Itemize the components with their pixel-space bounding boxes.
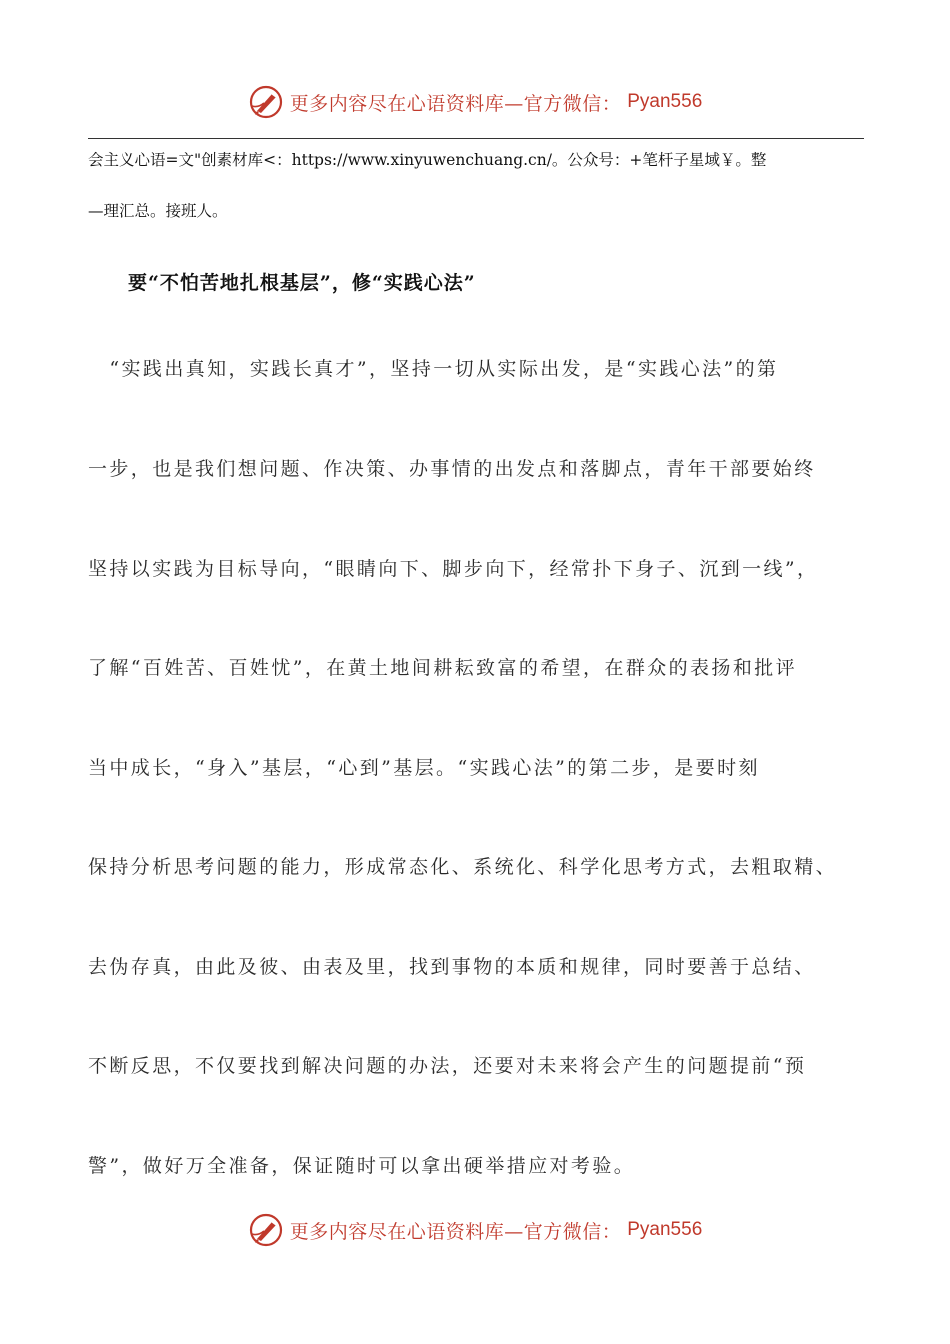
body-line-6: 保持分析思考问题的能力，形成常态化、系统化、科学化思考方式，去粗取精、: [88, 856, 838, 878]
body-line-1: “实践出真知，实践长真才”，坚持一切从实际出发，是“实践心法”的第: [88, 358, 779, 380]
notice-line-2: —理汇总。接班人。: [88, 202, 228, 220]
footer-banner: [0, 1210, 950, 1250]
body-line-5: 当中成长，“身入”基层，“心到”基层。“实践心法”的第二步，是要时刻: [88, 757, 760, 779]
body-line-9: 警”，做好万全准备，保证随时可以拿出硬举措应对考验。: [88, 1155, 636, 1177]
footer-wechat-handle: Pyan556: [627, 1219, 703, 1240]
body-line-7: 去伪存真，由此及彼、由表及里，找到事物的本质和规律，同时要善于总结、: [88, 956, 816, 978]
header-banner: [0, 82, 950, 122]
body-line-3: 坚持以实践为目标导向，“眼睛向下、脚步向下，经常扑下身子、沉到一线”，: [88, 558, 819, 580]
header-divider: [88, 138, 864, 139]
pen-nib-logo-icon: [248, 1212, 284, 1248]
body-line-4: 了解“百姓苦、百姓忧”，在黄土地间耕耘致富的希望，在群众的表扬和批评: [88, 657, 798, 679]
header-brand-text: 更多内容尽在心语资料库—官方微信：: [289, 92, 622, 115]
header-wechat-handle: Pyan556: [627, 91, 703, 112]
footer-brand-text: 更多内容尽在心语资料库—官方微信：: [289, 1220, 622, 1243]
notice-line-1: 会主义心语=文"创素材库<：https://www.xinyuwenchuang.cn/。公众号：+笔杆子星域￥。整: [88, 151, 767, 169]
section-heading: 要“不怕苦地扎根基层”，修“实践心法”: [128, 272, 476, 294]
body-line-8: 不断反思，不仅要找到解决问题的办法，还要对未来将会产生的问题提前“预: [88, 1055, 807, 1077]
body-line-2: 一步，也是我们想问题、作决策、办事情的出发点和落脚点，青年干部要始终: [88, 458, 816, 480]
pen-nib-logo-icon: [248, 84, 284, 120]
